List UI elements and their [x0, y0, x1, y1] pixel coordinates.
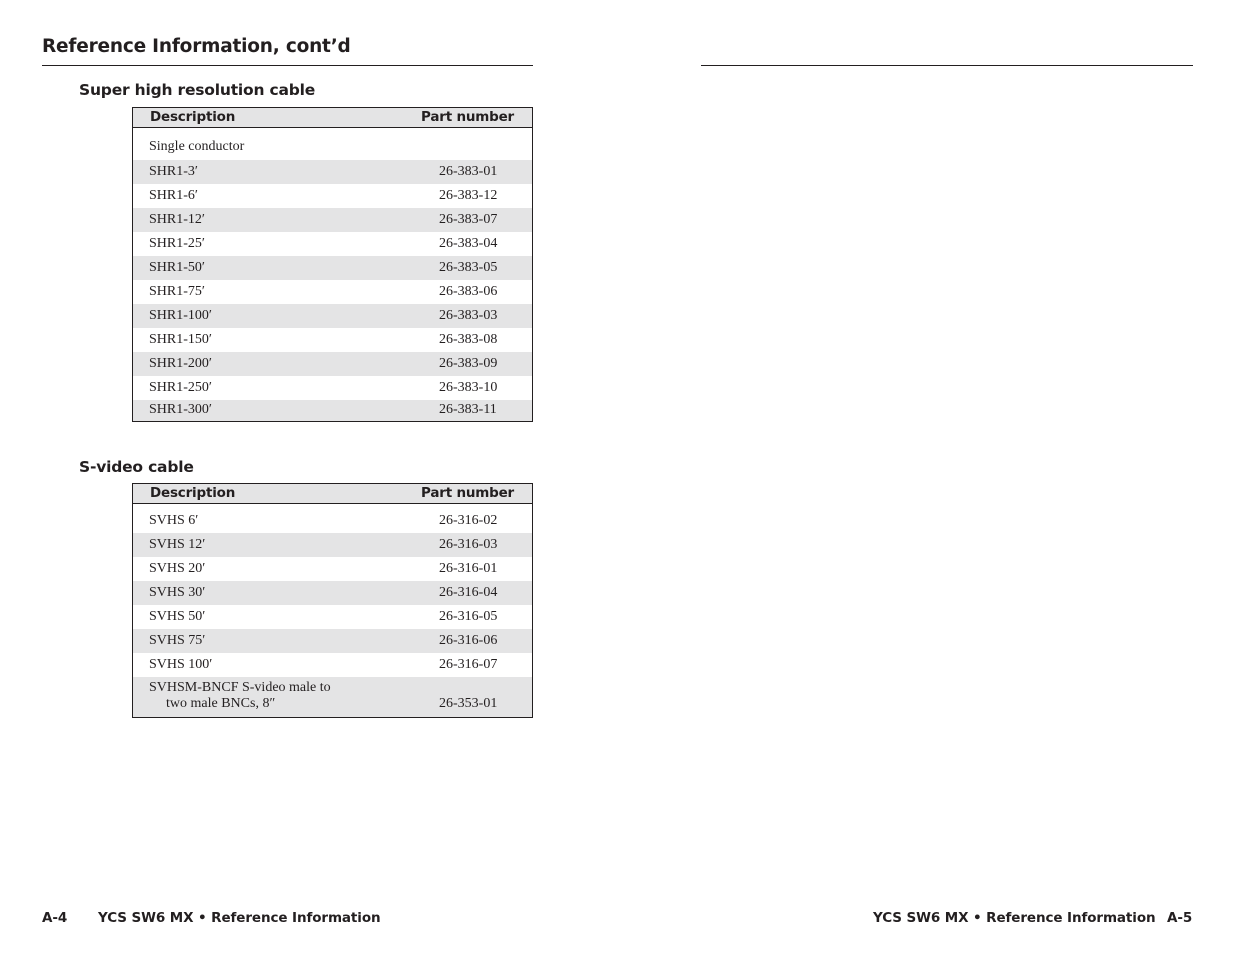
row-part-number: 26-383-09 — [439, 356, 498, 371]
row-description: SVHS 6′ — [149, 513, 199, 528]
row-description-line1: SVHSM-BNCF S-video male to — [149, 680, 331, 695]
table-row — [133, 629, 532, 653]
column-header-part-number: Part number — [421, 109, 515, 125]
table-row — [133, 400, 532, 421]
row-description: SVHS 12′ — [149, 537, 206, 552]
table-row — [133, 160, 532, 184]
row-description: SHR1-6′ — [149, 188, 198, 203]
table-row — [133, 581, 532, 605]
row-description: SHR1-50′ — [149, 260, 205, 275]
table-row — [133, 605, 532, 629]
page-title: Reference Information, cont’d — [42, 36, 351, 57]
row-part-number: 26-316-06 — [439, 633, 498, 648]
row-description: SHR1-12′ — [149, 212, 205, 227]
row-part-number: 26-383-05 — [439, 260, 498, 275]
row-description: SHR1-25′ — [149, 236, 205, 251]
row-part-number: 26-316-04 — [439, 585, 498, 600]
row-description: SHR1-250′ — [149, 380, 212, 395]
row-description: SVHS 75′ — [149, 633, 206, 648]
table-row — [133, 208, 532, 232]
table-row — [133, 256, 532, 280]
table-row — [133, 677, 532, 717]
row-part-number: 26-316-07 — [439, 657, 498, 672]
row-part-number: 26-383-12 — [439, 188, 498, 203]
table-header — [133, 484, 532, 504]
table-row — [133, 376, 532, 400]
row-description: SVHS 50′ — [149, 609, 206, 624]
section-heading-svideo: S-video cable — [79, 458, 194, 476]
row-part-number: 26-383-11 — [439, 402, 497, 417]
row-description-line2: two male BNCs, 8″ — [166, 696, 276, 711]
table-row — [133, 184, 532, 208]
header-rule-right — [701, 65, 1193, 66]
row-part-number: 26-383-08 — [439, 332, 498, 347]
section-heading-shr: Super high resolution cable — [79, 81, 316, 99]
table-row — [133, 533, 532, 557]
row-part-number: 26-383-01 — [439, 164, 498, 179]
row-part-number: 26-316-02 — [439, 513, 498, 528]
table-shr-cable — [132, 107, 533, 422]
row-part-number: 26-383-10 — [439, 380, 498, 395]
row-description: SHR1-3′ — [149, 164, 198, 179]
row-part-number: 26-383-06 — [439, 284, 498, 299]
footer-page-number-left: A-4 — [42, 910, 68, 926]
table-row — [133, 653, 532, 677]
column-header-description: Description — [150, 109, 236, 125]
footer-title-left: YCS SW6 MX • Reference Information — [98, 910, 381, 926]
table-row — [133, 328, 532, 352]
row-description: SVHS 100′ — [149, 657, 213, 672]
row-description: SHR1-100′ — [149, 308, 212, 323]
row-description: SVHS 20′ — [149, 561, 206, 576]
table-row — [133, 352, 532, 376]
row-description: SHR1-200′ — [149, 356, 212, 371]
table-svideo-cable — [132, 483, 533, 718]
row-part-number: 26-353-01 — [439, 696, 498, 711]
row-part-number: 26-316-01 — [439, 561, 498, 576]
row-description: SHR1-300′ — [149, 402, 212, 417]
table-row — [133, 557, 532, 581]
header-rule-left — [42, 65, 533, 66]
column-header-description: Description — [150, 485, 236, 501]
row-description — [149, 680, 331, 712]
row-part-number: 26-383-07 — [439, 212, 498, 227]
row-part-number: 26-316-03 — [439, 537, 498, 552]
group-label: Single conductor — [149, 139, 245, 154]
row-description: SHR1-150′ — [149, 332, 212, 347]
table-header — [133, 108, 532, 128]
row-part-number: 26-383-03 — [439, 308, 498, 323]
table-group-row — [133, 132, 532, 160]
row-part-number: 26-316-05 — [439, 609, 498, 624]
footer-page-number-right: A-5 — [1167, 910, 1193, 926]
table-row — [133, 232, 532, 256]
table-row — [133, 280, 532, 304]
row-description: SVHS 30′ — [149, 585, 206, 600]
row-description: SHR1-75′ — [149, 284, 205, 299]
column-header-part-number: Part number — [421, 485, 515, 501]
table-row — [133, 509, 532, 533]
row-part-number: 26-383-04 — [439, 236, 498, 251]
footer-title-right: YCS SW6 MX • Reference Information — [873, 910, 1156, 926]
table-row — [133, 304, 532, 328]
